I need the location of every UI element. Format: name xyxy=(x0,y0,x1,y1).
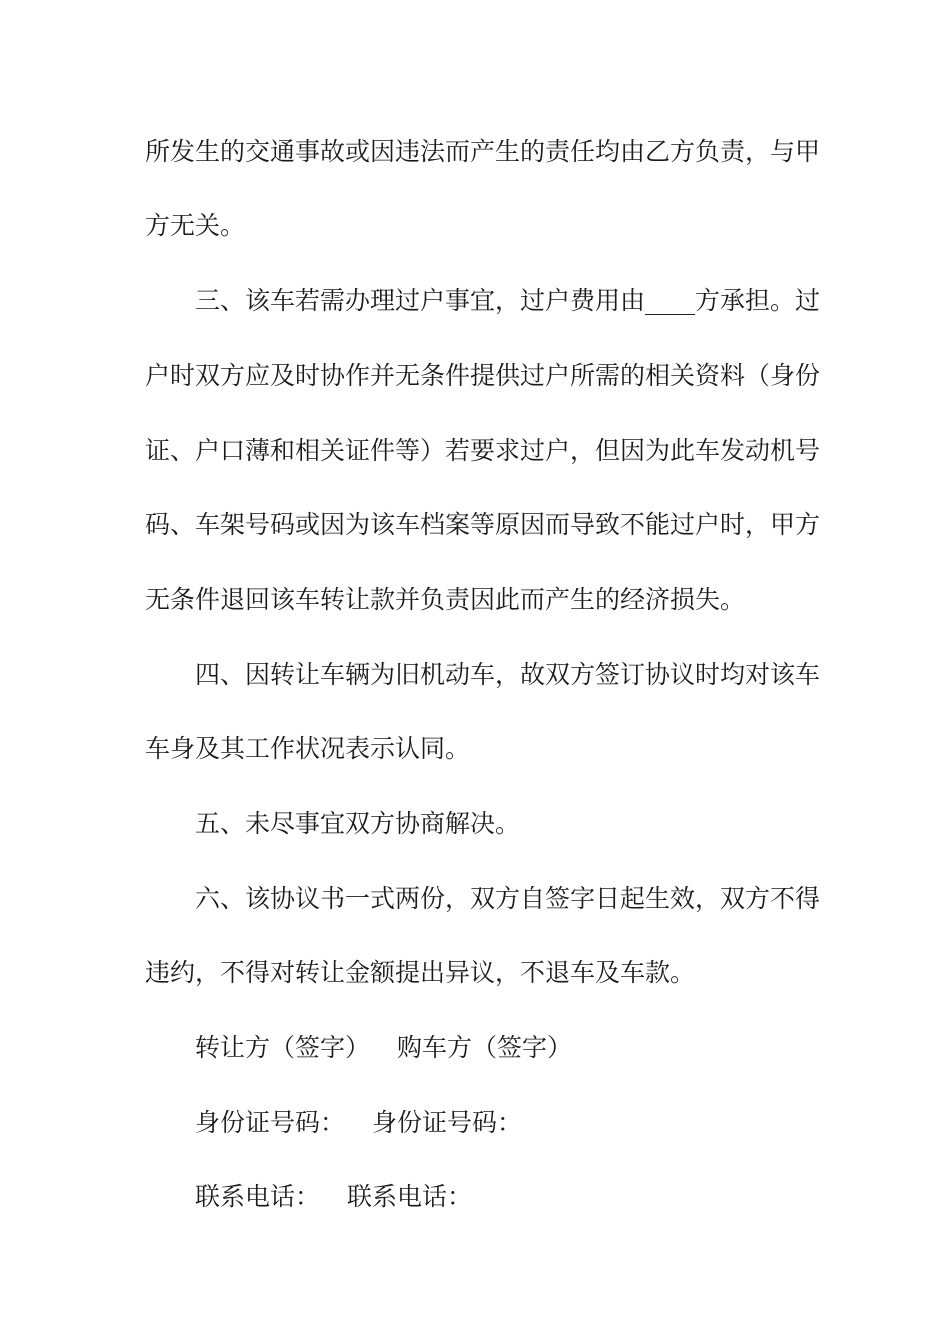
buyer-signature-label: 购车方（签字） xyxy=(397,1033,573,1062)
clause-3-line-3: 证、户口薄和相关证件等）若要求过户，但因为此车发动机号 xyxy=(145,436,821,465)
transferor-id-label: 身份证号码： xyxy=(195,1108,346,1137)
clause-6-line-1: 六、该协议书一式两份，双方自签字日起生效，双方不得 xyxy=(195,884,821,913)
clause-5-line-1: 五、未尽事宜双方协商解决。 xyxy=(195,809,521,838)
buyer-phone-label: 联系电话： xyxy=(347,1182,473,1211)
clause-3-line-4: 码、车架号码或因为该车档案等原因而导致不能过户时，甲方 xyxy=(145,510,821,539)
clause-4-line-2: 车身及其工作状况表示认同。 xyxy=(145,734,471,763)
paragraph-1-line-2: 方无关。 xyxy=(145,211,246,240)
paragraph-1-line-1: 所发生的交通事故或因违法而产生的责任均由乙方负责，与甲 xyxy=(145,137,821,166)
clause-3-line-5: 无条件退回该车转让款并负责因此而产生的经济损失。 xyxy=(145,585,746,614)
clause-3-line-2: 户时双方应及时协作并无条件提供过户所需的相关资料（身份 xyxy=(145,361,821,390)
transferor-signature-label: 转让方（签字） xyxy=(195,1033,371,1062)
clause-3-line-1: 三、该车若需办理过户事宜，过户费用由____方承担。过 xyxy=(195,286,821,315)
clause-6-line-2: 违约，不得对转让金额提出异议，不退车及车款。 xyxy=(145,958,696,987)
transferor-phone-label: 联系电话： xyxy=(195,1182,321,1211)
clause-4-line-1: 四、因转让车辆为旧机动车，故双方签订协议时均对该车 xyxy=(195,660,821,689)
buyer-id-label: 身份证号码： xyxy=(372,1108,523,1137)
